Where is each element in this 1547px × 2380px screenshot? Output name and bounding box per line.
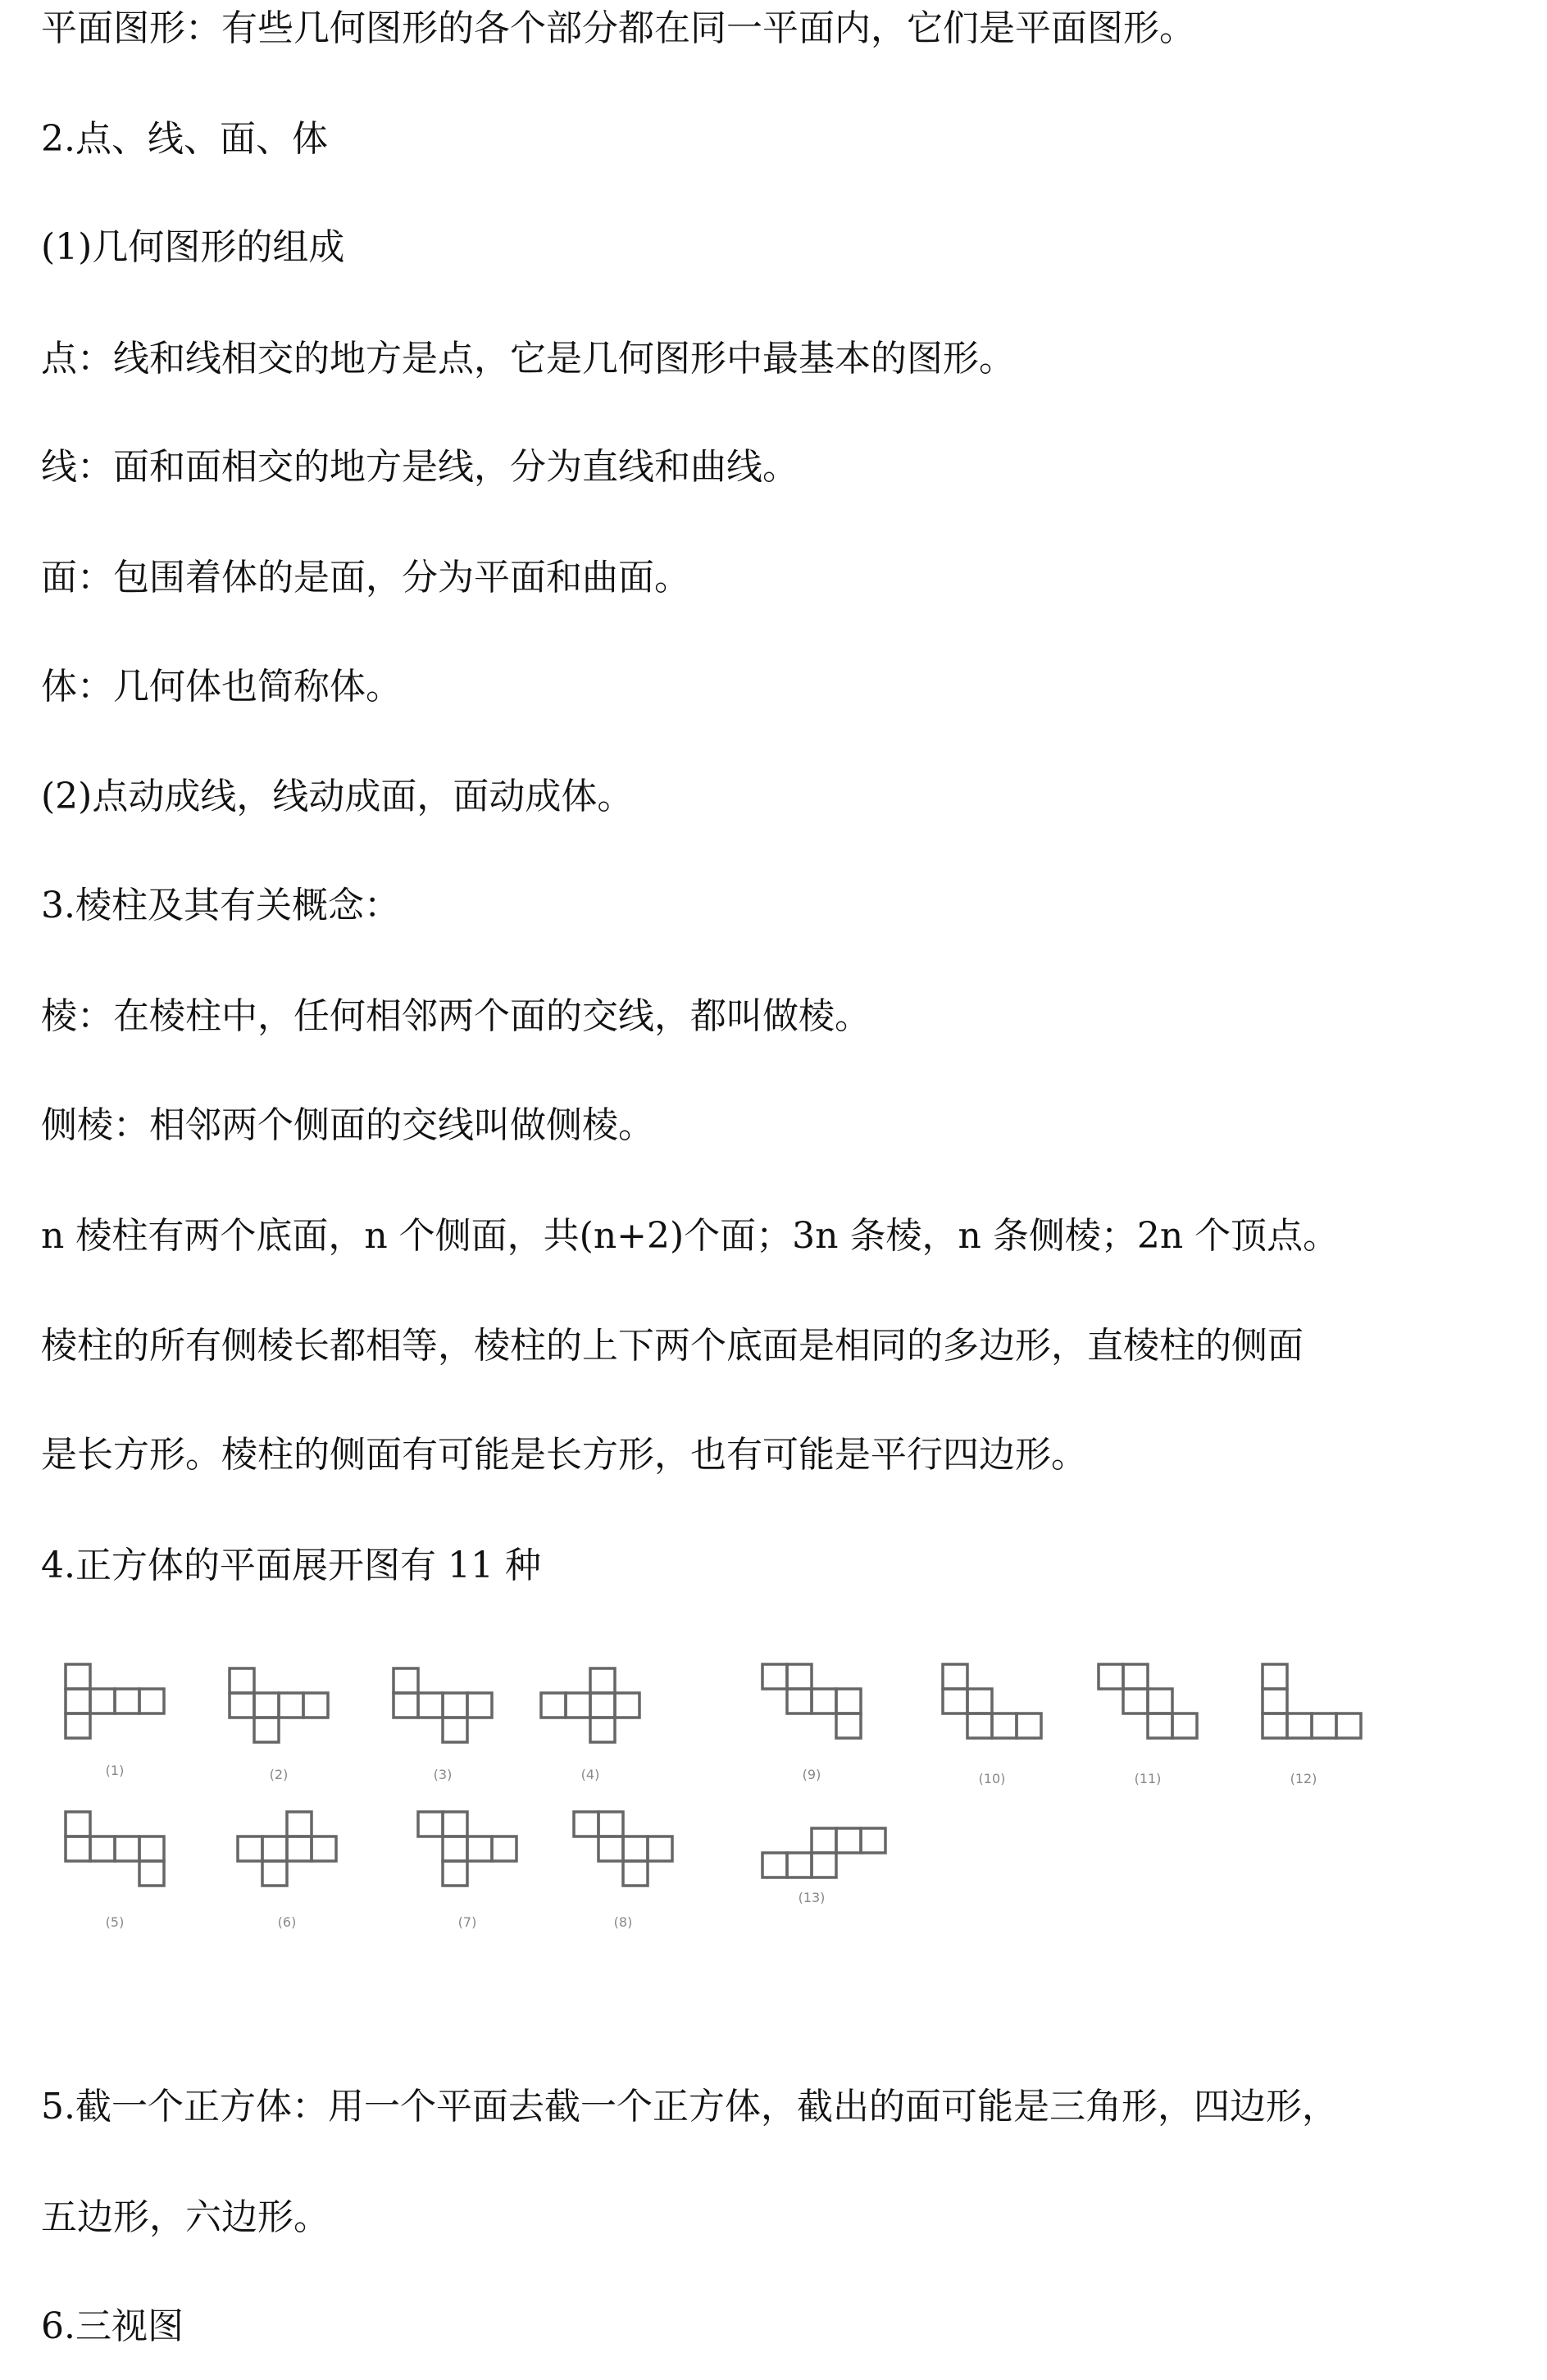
- figure-label: (12): [1290, 1771, 1317, 1786]
- figure-label: (13): [798, 1890, 826, 1905]
- section-heading: 5.截一个正方体：用一个平面去截一个正方体，截出的面可能是三角形，四边形，: [41, 2086, 1338, 2127]
- figure-label: (8): [613, 1914, 633, 1930]
- figure-label: (2): [269, 1767, 289, 1782]
- cube-nets-figure: [33, 1648, 1443, 1976]
- section-heading: 2.点、线、面、体: [41, 118, 328, 160]
- text-line: 棱：在棱柱中，任何相邻两个面的交线，都叫做棱。: [41, 995, 871, 1037]
- section-heading: 6.三视图: [41, 2305, 184, 2347]
- text-line: 侧棱：相邻两个侧面的交线叫做侧棱。: [41, 1104, 654, 1146]
- figure-label: (5): [105, 1914, 125, 1930]
- figure-label: (3): [433, 1767, 453, 1782]
- cube-net-6: [238, 1812, 336, 1886]
- text-line: 是长方形。棱柱的侧面有可能是长方形，也有可能是平行四边形。: [41, 1434, 1087, 1476]
- figure-label: (4): [580, 1767, 600, 1782]
- text-line: 面：包围着体的是面，分为平面和曲面。: [41, 557, 690, 598]
- text-line: 线：面和面相交的地方是线，分为直线和曲线。: [41, 446, 799, 488]
- figure-label: (1): [105, 1763, 125, 1778]
- text-line: 五边形，六边形。: [41, 2196, 330, 2238]
- cube-net-2: [230, 1668, 328, 1742]
- text-line: (2)点动成线，线动成面，面动成体。: [41, 776, 634, 817]
- cube-net-5: [66, 1812, 164, 1886]
- cube-net-10: [943, 1664, 1041, 1738]
- text-line: 点：线和线相交的地方是点，它是几何图形中最基本的图形。: [41, 338, 1015, 380]
- figure-label: (7): [457, 1914, 477, 1930]
- cube-net-1: [66, 1664, 164, 1738]
- figure-label: (6): [277, 1914, 297, 1930]
- section-heading: 3.棱柱及其有关概念：: [41, 885, 400, 926]
- cube-net-13: [762, 1828, 885, 1877]
- cube-net-12: [1263, 1664, 1361, 1738]
- text-line: 棱柱的所有侧棱长都相等，棱柱的上下两个底面是相同的多边形，直棱柱的侧面: [41, 1325, 1304, 1367]
- cube-net-9: [762, 1664, 861, 1738]
- cube-net-8: [574, 1812, 672, 1886]
- figure-label: (10): [978, 1771, 1006, 1786]
- text-line: 平面图形：有些几何图形的各个部分都在同一平面内，它们是平面图形。: [41, 7, 1195, 49]
- figure-label: (9): [802, 1767, 821, 1782]
- section-heading: 4.正方体的平面展开图有 11 种: [41, 1545, 541, 1586]
- subsection-heading: (1)几何图形的组成: [41, 226, 345, 268]
- cube-net-3: [394, 1668, 492, 1742]
- text-line: n 棱柱有两个底面，n 个侧面，共(n+2)个面；3n 条棱，n 条侧棱；2n 个顶点。: [41, 1215, 1340, 1257]
- text-line: 体：几何体也简称体。: [41, 666, 402, 708]
- cube-net-7: [418, 1812, 516, 1886]
- figure-label: (11): [1134, 1771, 1162, 1786]
- cube-net-4: [541, 1668, 639, 1742]
- cube-nets-image: [33, 1648, 1443, 1976]
- cube-net-11: [1099, 1664, 1197, 1738]
